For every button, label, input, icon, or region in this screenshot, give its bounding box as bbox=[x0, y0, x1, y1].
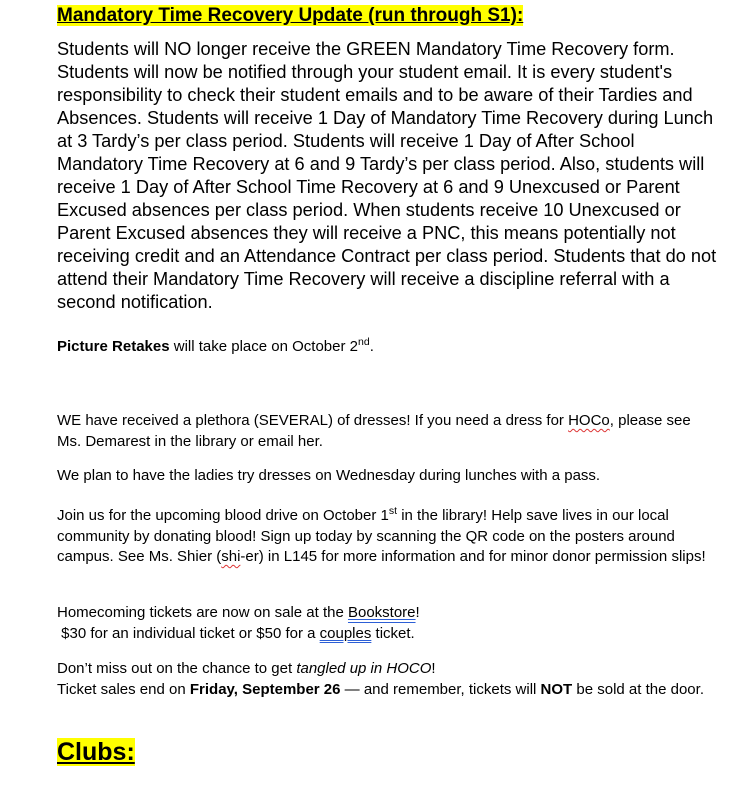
blood-sup: st bbox=[388, 505, 398, 518]
dont-miss-italic: tangled up in HOCO bbox=[296, 660, 432, 677]
retakes-text: will take place on October 2 bbox=[169, 338, 358, 355]
tickets-line1-pre: Homecoming tickets are now on sale at the bbox=[57, 604, 348, 621]
dont-miss-end: ! bbox=[431, 660, 436, 677]
dont-miss-pre: Don’t miss out on the chance to get bbox=[57, 660, 297, 677]
retakes-end: . bbox=[369, 338, 374, 355]
dont-miss-paragraph bbox=[57, 659, 717, 700]
tickets-line1-end: ! bbox=[415, 604, 420, 621]
retakes-paragraph bbox=[57, 337, 717, 358]
tickets-line2-end: ticket. bbox=[371, 624, 415, 642]
blood-drive-paragraph bbox=[57, 506, 717, 568]
clubs-heading bbox=[57, 736, 135, 768]
heading-recovery-text: Mandatory Time Recovery Update (run through S1): bbox=[57, 5, 524, 26]
dresses-paragraph bbox=[57, 411, 717, 452]
blood-mid: in the library! Help save lives in our local community by donating blood! Sign up today by scanning the QR code on the posters around campus. See Ms. Shier ( bbox=[57, 507, 675, 565]
dont-miss-line2-pre: Ticket sales end on bbox=[57, 680, 190, 698]
blood-post: -er) in L145 for more information and for minor donor permission slips! bbox=[240, 548, 706, 565]
dont-miss-line2-mid: — and remember, tickets will bbox=[340, 680, 541, 698]
clubs-heading-text: Clubs: bbox=[57, 738, 135, 766]
tickets-couples: couples bbox=[319, 624, 372, 642]
retakes-sup: nd bbox=[358, 336, 370, 349]
tickets-line2-pre: $30 for an individual ticket or $50 for a bbox=[57, 624, 320, 642]
dresses-hoco: HOCo bbox=[568, 412, 610, 429]
tickets-bookstore: Bookstore bbox=[347, 604, 416, 621]
tickets-paragraph bbox=[57, 603, 717, 644]
blood-shier: shi bbox=[221, 548, 241, 565]
blood-pre: Join us for the upcoming blood drive on October 1 bbox=[57, 507, 389, 524]
dont-miss-line2-end: be sold at the door. bbox=[572, 680, 704, 698]
recovery-paragraph: Students will NO longer receive the GREEN Mandatory Time Recovery form. Students will now be notified through your student email. It is every student's responsibility to check their student emails and to be aware of their Tardies and Absences. Students will receive 1 Day of Mandatory Time Recovery during Lunch at 3 Tardy’s per class period. Students will receive 1 Day of After School Mandatory Time Recovery at 6 and 9 Tardy’s per class period. Also, students will receive 1 Day of After School Time Recovery at 6 and 9 Unexcused or Parent Excused absences per class period. When students receive 10 Unexcused or Parent Excused absences they will receive a PNC, this means potentially not receiving credit and an Attendance Contract per class period. Students that do not attend their Mandatory Time Recovery will receive a discipline referral with a second notification. bbox=[57, 39, 717, 312]
dont-miss-not: NOT bbox=[540, 680, 573, 698]
try-dresses-paragraph: We plan to have the ladies try dresses on Wednesday during lunches with a pass. bbox=[57, 467, 601, 484]
heading-recovery bbox=[57, 4, 523, 28]
retakes-bold: Picture Retakes bbox=[57, 338, 170, 355]
dresses-pre: WE have received a plethora (SEVERAL) of dresses! If you need a dress for bbox=[57, 412, 569, 429]
dresses-post: , please see Ms. Demarest in the library or email her. bbox=[57, 412, 691, 450]
dont-miss-date: Friday, September 26 bbox=[189, 680, 341, 698]
